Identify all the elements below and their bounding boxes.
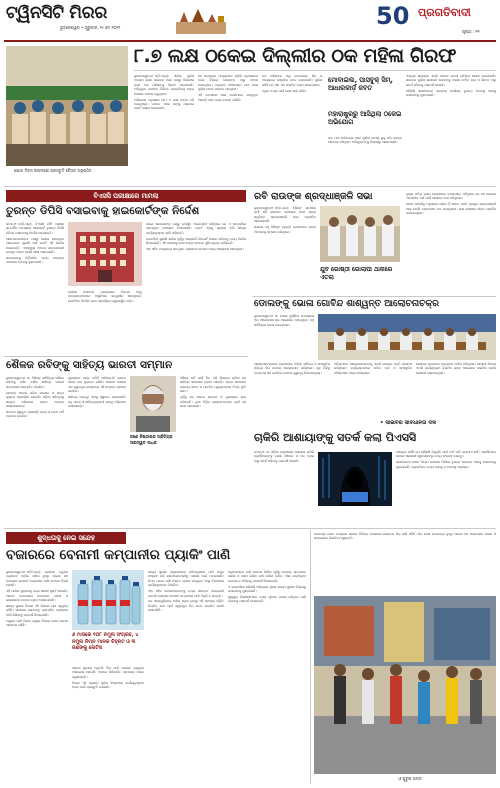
row-divider-2 — [252, 296, 496, 297]
sahitya-body-col-3: ଶୈଳଜ ରବି ଦୀର୍ଘ ଦିନ ଧରି ଶିକ୍ଷକତା କରିବା ସହ ସାହିତ୍ୟ ସାଧନାରେ ବ୍ରତୀ ଅଛନ୍ତି। ତାଙ୍କ ରଚନାରେ ଗ୍ରାମ୍ୟ ଜୀବନ ଓ ମାନବିକ ମୂଲ୍ୟବୋଧର ଚିତ୍ର ଫୁଟି ଉଠେ। ପୂର୍ବରୁ ସେ ଅନେକ ସମ୍ମାନ ଓ ପୁରସ୍କାର ଲାଭ କରିଛନ୍ତି। ନୂଆ ପିଢ଼ିର ଲେଖକମାନଙ୍କ ପାଇଁ ସେ ଜଣେ ପ୍ରେରଣା। — [180, 376, 246, 408]
col-divider-bottom — [310, 530, 311, 784]
hc-headline: ତୁରନ୍ତ ଡିପିସି ବସାଇବାକୁ ହାଇକୋର୍ଟଙ୍କ ନିର୍ଦ୍ଦେଶ — [6, 205, 200, 217]
dolo-body-col-1: ଭୁବନେଶ୍ୱର,୧୮।୫: ଡୋଲ ପୂର୍ଣ୍ଣିମା ଅବସରରେ ଏକ ଆଲୋଚନାଚକ୍ର ଆୟୋଜିତ ହୋଇଥିଲା। ବହୁ ସାହିତ୍ୟିକ ଯୋଗ ଦେଇଥିଲେ। — [254, 314, 314, 327]
water-kicker: ଶୁଦ୍ଧତାକୁ ନେଇ ସନ୍ଦେହ — [6, 532, 126, 544]
anniversary-number: 50 — [376, 2, 410, 30]
rabi-body-col-1: ଭୁବନେଶ୍ୱର,୧୮।୫(ନି.ପ୍ର): ବିଶିଷ୍ଟ ସାମାଜିକ କର୍ମୀ ରବି ରାଉଙ୍କ ପରଲୋକ ପରେ ତାଙ୍କ ସ୍ମୃତିରେ ଶ୍ରଦ୍ଧାଞ୍ଜଳି ସଭା ଅନୁଷ୍ଠିତ ହୋଇଯାଇଛି। ସଭାରେ ବହୁ ବିଶିଷ୍ଟ ବ୍ୟକ୍ତି ଯୋଗଦେଇ ତାଙ୍କ ଅବଦାନକୁ ସ୍ମରଣ କରିଥିଲେ। — [254, 206, 316, 234]
dolo-body-col-2: ଆଲୋଚନାଚକ୍ରରେ ବକ୍ତାମାନେ ଓଡ଼ିଆ ସାହିତ୍ୟ ଓ ସଂସ୍କୃତିର ବିଭିନ୍ନ ଦିଗ ଉପରେ ଆଲୋକପାତ କରିଥିଲେ। ଯୁବ ପିଢ଼ିକୁ ପରମ୍ପରା ସହ ଯୋଡ଼ିବା ଉପରେ ଗୁରୁତ୍ୱ ଦିଆଯାଇଥିଲା। — [254, 362, 330, 375]
sahitya-body-col-1: ଭୁବନେଶ୍ୱର,୧୮।୫: ବିଶିଷ୍ଟ ସାହିତ୍ୟିକ ଶୈଳଜ ରବିଙ୍କୁ ଚଳିତ ବର୍ଷର ସାହିତ୍ୟ ଭାରତୀ ସମ୍ମାନରେ ସମ୍ମାନିତ କରାଯିବ। ତାଙ୍କର ଅନେକ କବିତା ସଂକଳନ ଓ ଗଳ୍ପ ପୁସ୍ତକ ପ୍ରକାଶିତ ହୋଇଛି। ଓଡ଼ିଆ ସାହିତ୍ୟକୁ ସମୃଦ୍ଧ କରିବାରେ ତାଙ୍କ ଅବଦାନ ଉଲ୍ଲେଖନୀୟ। ସମ୍ମାନ ସ୍ୱରୂପ ପ୍ରଶସ୍ତି ପତ୍ର ଓ ନଗଦ ଅର୍ଥ ପ୍ରଦାନ କରାଯିବ। — [6, 376, 64, 419]
dolo-headline: ଡୋଲଙ୍କୁ ଭୋଳା ଗୋବିନ୍ଦ ଶାଶ୍ୱନ୍ତ ଆଲୋଚନାଚକ୍ର — [254, 299, 439, 309]
dolo-body-col-3: ଅତିଥିମାନେ ଆୟୋଜକମାନଙ୍କୁ ଏଭଳି ଉଦ୍ୟମ ପାଇଁ ପ୍ରଶଂସା କରିଥିଲେ। କାର୍ଯ୍ୟକ୍ରମରେ କବିତା ପାଠ ଓ ସାଂସ୍କୃତିକ ପରିବେଷଣ ମଧ୍ୟ ହୋଇଥିଲା। — [334, 362, 412, 375]
page-label: ପୃଷ୍ଠା : ୧୧ — [462, 29, 480, 34]
water-body-col-3: ଖାଦ୍ୟ ସୁରକ୍ଷା ଅଧିକାରୀଙ୍କ କହିବାନୁସାରେ ପାଣି ନମୁନା ସଂଗ୍ରହ କରି ଲାବୋରେଟୋରୀକୁ ପରୀକ୍ଷା ପାଇଁ ପଠାଯାଉଛି। ନିମ୍ନ ମାନର ପାଣି ଚିହ୍ନଟ ହେଲେ ସମ୍ପୃକ୍ତ ସଂସ୍ଥା ବିରୋଧରେ କାର୍ଯ୍ୟାନୁଷ୍ଠାନ ନିଆଯିବ। ଏହା ସହିତ ଦୋକାନୀମାନଙ୍କୁ ମଧ୍ୟ ସଚେତନ କରାଯାଉଛି ଯେପରି ସେମାନେ ବେନାମୀ କମ୍ପାନୀର ପାଣି ବିକ୍ରି ନ କରନ୍ତି। ବଡ଼ ସହରଗୁଡ଼ିକରେ ଚାହିଦା ଅଧିକ ଥିବାରୁ ଏହି ସମସ୍ୟା ବଢ଼ିଛି। ନିୟମିତ ଯାଞ୍ଚ ପାଇଁ ସ୍ୱତନ୍ତ୍ର ଟିମ୍ ଗଠନ କରାଯିବ ବୋଲି ଜଣାପଡ଼ିଛି। — [148, 570, 224, 613]
rabi-tribute-photo — [320, 206, 400, 262]
water-headline: ବଜାରରେ ବେନାମୀ କମ୍ପାନୀର ପ୍ୟାକିଂ ପାଣି — [6, 547, 231, 563]
water-callout: ୬ ମାସରେ ୧୦୮ ନମୁନା ସଂଗ୍ରହ, ୪ ନମୁନା ନିମ୍ନ ମାନର ଚିହ୍ନଟ ଓ ୩ ଜଣଙ୍କୁ ନୋଟିସ — [72, 632, 139, 652]
street-story-text: ପ୍ରଚଣ୍ଡ ଗରମ ମଧ୍ୟରେ ସହରର ବିଭିନ୍ନ ବଜାରରେ ଲୋକଙ୍କ ଭିଡ଼ ଲାଗି ରହିଛି। ଦିନ ବେଳା ତାପମାତ୍ରା ବୃଦ୍ଧି ପାଇବା ସହ ଲୋକମାନେ ସକାଳ ଓ ସନ୍ଧ୍ୟାରେ କିଣାବିକା କରୁଛନ୍ତି। — [314, 532, 496, 541]
skyline-illustration — [176, 8, 226, 34]
sahitya-headline: ଶୈଳଜ ରବିଙ୍କୁ ସାହିତ୍ୟ ଭାରତୀ ସମ୍ମାନ — [6, 359, 173, 371]
dolo-body-col-4: ଶେଷରେ ସମ୍ପାଦକ ଧନ୍ୟବାଦ ଅର୍ପଣ କରିଥିଲେ। ଆଗାମୀ ଦିନରେ ଏପରି କାର୍ଯ୍ୟକ୍ରମ ନିୟମିତ ଭାବେ ଆୟୋଜନ କରାଯିବ ବୋଲି ଘୋଷଣା କରାଯାଇଥିଲା। — [416, 362, 496, 375]
row-divider-1 — [4, 186, 496, 187]
dolo-seminar-photo — [318, 314, 496, 360]
hacker-photo — [318, 452, 392, 506]
masthead-date: ଭୁବନେଶ୍ୱର • ଗୁରୁବାର, ୧୯ ମେ ୨୦୨୨ — [60, 25, 121, 30]
lead-body-col-5: ଏକାଧିକ ରାଜ୍ୟରେ ଏପରି ଠକେଇ ଘଟଣା ଘଟିଥିବା ସନ୍ଦେହ କରାଯାଉଛି। ସାଇବର ପୁଲିସ ସାଧାରଣ ଲୋକଙ୍କୁ ଅଜଣା ଫୋନ କଲ୍ ଓ ଲିଙ୍କ ଠାରୁ ସତର୍କ ରହିବାକୁ ପରାମର୍ଶ ଦେଇଛି। କୌଣସି ସନ୍ଦେହଜନକ କାରବାର ଦେଖିଲେ ତୁରନ୍ତ ନିକଟସ୍ଥ ଥାନାକୁ ଜଣାଇବାକୁ କୁହାଯାଇଛି। — [406, 74, 496, 98]
cyber-body-col-1: କଟକ,୧୮।୫: ଓଡ଼ିଶା ଲୋକସେବା ଆୟୋଗ ଚାକିରି ପ୍ରାର୍ଥୀମାନଙ୍କୁ ନକଲି ବିଜ୍ଞାପନ ଓ ଠକ ଚକ୍ର ଠାରୁ ସତର୍କ ରହିବାକୁ ପରାମର୍ଶ ଦେଇଛି। — [254, 450, 314, 463]
sahitya-body-col-2: ପୁରସ୍କାର ଚୟନ କମିଟି ସର୍ବସମ୍ମତି କ୍ରମେ ତାଙ୍କ ନାମ ଚୂଡ଼ାନ୍ତ କରିଛି। ଆଗାମୀ ମାସରେ ଏକ ସ୍ୱତନ୍ତ୍ର ଉତ୍ସବରେ ଏହି ସମ୍ମାନ ପ୍ରଦାନ କରାଯିବ। ସାହିତ୍ୟ ଜଗତରୁ ଏହାକୁ ସ୍ୱାଗତ କରାଯାଇଛି। ବହୁ ପାଠକ ଓ ସାହିତ୍ୟପ୍ରେମୀ ତାଙ୍କୁ ଅଭିନନ୍ଦନ ଜଣାଇଛନ୍ତି। — [68, 376, 126, 408]
lead-sub-1: ମୋବାଇଲ, ପାସବୁକ୍ ସିମ୍, ଆଧାରକାର୍ଡ଼ ଜବତ — [328, 76, 393, 92]
lead-body-col-4: ଗତ ମାସ ଅଭିଯୋଗ ପରେ ପୁଲିସ ମାମଲା ରୁଜୁ କରି ତଦନ୍ତ ଆରମ୍ଭ କରିଥିଲା। ଅଭିଯୁକ୍ତଙ୍କୁ ଦିଲ୍ଲୀରୁ ଆଣାଯାଇଛି। — [328, 136, 402, 145]
water-body-col-4: ଗ୍ରାହକମାନେ ପାଣି ବୋତଲ କିଣିବା ପୂର୍ବରୁ ଲେବଲ, ଉତ୍ପାଦନ ତାରିଖ ଓ ଶେଷ ତାରିଖ ଯାଞ୍ଚ କରିବା ଉଚିତ। ସିଲ୍ ଭାଙ୍ଗିଥିବା ବୋତଲ ନ କିଣିବାକୁ ପରାମର୍ଶ ଦିଆଯାଇଛି। ଏ ସମ୍ପର୍କରେ କୌଣସି ଅଭିଯୋଗ ଥିଲେ ଖାଦ୍ୟ ସୁରକ୍ଷା ବିଭାଗକୁ ଜଣାଇବାକୁ କୁହାଯାଇଛି। ସ୍ୱାସ୍ଥ୍ୟ ବିଶେଷଜ୍ଞମାନେ ମଧ୍ୟ ଫୁଟାଇ ଥଣ୍ଡା କରିଥିବା ପାଣି ପିଇବାକୁ ପରାମର୍ଶ ଦେଇଛନ୍ତି। — [228, 570, 306, 604]
yoga-photo-caption: ଯୋଗ ଦିବସ ଉପଲକ୍ଷେ ପ୍ରସ୍ତୁତି ବୈଠକ ଅନୁଷ୍ଠିତ — [14, 168, 92, 173]
author-portrait — [130, 376, 176, 432]
hc-kicker: ବିଏସସି ପରୀକ୍ଷାରେ ମାମଲା — [6, 190, 246, 202]
lead-body-col-2: ସେ ଅନ୍ଲାଇନ୍ ମାଧ୍ୟମରେ ଚାକିରି ପ୍ରଲୋଭନ ଦେଇ ବିଭିନ୍ନ ଲୋକଙ୍କ ଠାରୁ ଟଙ୍କା ନେଉଥିଲେ। ବ୍ୟାଙ୍କ ଆକାଉଣ୍ଟ ଯାଞ୍ଚ ପରେ ପୁଲିସ ତାଙ୍କ ସନ୍ଧାନ ପାଇଥିଲା। ଏହି ଘଟଣାରେ ଆଉ କେଉଁମାନେ ସମ୍ପୃକ୍ତ ଅଛନ୍ତି ତାହା ମଧ୍ୟ ତଦନ୍ତ ଚାଲିଛି। — [198, 74, 258, 102]
hospital-building-photo — [68, 222, 142, 286]
cyber-headline: ଚାକିରି ଆଶାୟାଙ୍କୁ ସତର୍କ କଲା ପିଏସସି — [254, 431, 417, 444]
hc-body-col-3: ରାଜ୍ୟ ସରକାରଙ୍କ ପକ୍ଷରୁ ଉପସ୍ଥିତ ଆଇନଜୀବୀ କହିଥିଲେ ଯେ ଏ ସମ୍ପର୍କରେ ଆବଶ୍ୟକ ପଦକ୍ଷେପ ନିଆଯାଉଛି। କୋର୍ଟ ଏହାକୁ ଗ୍ରହଣ କରି ଶୀଘ୍ର କାର୍ଯ୍ୟାନୁଷ୍ଠାନ ଲାଗି କହିଛନ୍ତି। ପରବର୍ତ୍ତୀ ଶୁଣାଣି ତାରିଖ ପୂର୍ବରୁ ଅଗ୍ରଗତି ରିପୋର୍ଟ ଦାଖଲ କରିବାକୁ ମଧ୍ୟ ନିର୍ଦ୍ଦେଶ ଦିଆଯାଇଛି। ଏହି ମାମଲାକୁ ନେଇ ଛାତ୍ର ସଂଗଠନ ଖୁସି ବ୍ୟକ୍ତ କରିଛନ୍ତି। ଏହା ସହିତ ଅନ୍ୟାନ୍ୟ ସମ୍ପୃକ୍ତ ପ୍ରସଙ୍ଗ ଉପରେ ମଧ୍ୟ ଆଲୋଚନା ହୋଇଥିଲା। — [146, 222, 246, 252]
rabi-headline: ରବି ରାଉଙ୍କ ଶ୍ରଦ୍ଧାଞ୍ଜଳି ସଭା — [254, 191, 373, 202]
water-bottles-photo — [72, 570, 144, 630]
masthead-title: ଟ୍ୱିନସିଟି ମିରର — [6, 3, 107, 23]
anniversary-emblem — [372, 2, 418, 36]
water-body-col-2: ଅନେକ ସ୍ଥାନରେ ଅନୁମତି ବିନା ପାଣି ପ୍ଲାଣ୍ଟ ଚାଲୁଥିବା ଅଭିଯୋଗ ହୋଇଛି। ଏମାନେ ନିର୍ଦ୍ଧାରିତ ମାନଦଣ୍ଡ ପାଳନ କରୁନାହାନ୍ତି। ବିଭାଗ ଏହି ପ୍ଲାଣ୍ଟ ଗୁଡ଼ିକ ବିରୋଧରେ କାର୍ଯ୍ୟାନୁଷ୍ଠାନ ନେବା ପାଇଁ ପ୍ରସ୍ତୁତି ଚଳାଇଛି। — [72, 666, 144, 690]
lead-underline — [134, 70, 496, 71]
brand-logo: ପ୍ରଗତିବାଦୀ — [418, 6, 471, 19]
street-photo-caption: ଓ ପୁରୁଷ ପତ୍ର — [398, 776, 422, 781]
lead-body-col-1: ଭୁବନେଶ୍ୱର,୧୮।୫(ନି.ପ୍ର): ଓଡ଼ିଶା ପୁଲିସ ଅପରାଧ ଶାଖା ସାଇବର ଥାନା ପକ୍ଷରୁ ଦିଲ୍ଲୀର ଜଣେ ଠକ ମହିଳାଙ୍କୁ ଗିରଫ କରାଯାଇଛି। ଅଭିଯୁକ୍ତ ଜଣଙ୍କ ବିଭିନ୍ନ ବ୍ୟକ୍ତିଙ୍କୁ ଲୋଭ ଦେଖାଇ ଠକେଇ କରୁଥିଲେ। ଅଭିଯୋଗ ଅନୁସାରେ ସେ ୮.୭ ଲକ୍ଷ ଟଙ୍କା ଠକି ନେଇଥିଲେ। ତଦନ୍ତ ପରେ ତାଙ୍କୁ ଧରାଯାଇ କୋର୍ଟ ଚାଲାଣ କରାଯାଇଛି। — [134, 74, 194, 111]
rabi-sub: ଯୁବ ଗୋଷ୍ଠୀ ଗୋଲାପୀ ଥାନାରେ ଏତଲା — [320, 266, 393, 281]
lead-body-col-3: ଠକ ମହିଳାଙ୍କ ଠାରୁ ମୋବାଇଲ, ସିମ୍ ଓ ଅନ୍ୟାନ୍ୟ ଦସ୍ତାବିଜ ଜବତ କରାଯାଇଛି। ପୁଲିସ କହିଛି ଯେ ଏହା ଏକ ସଂଗଠିତ ଚକ୍ର ହୋଇପାରେ। ଅଧିକ ତଥ୍ୟ ପାଇଁ ଜେରା ଜାରି ରହିଛି। — [262, 74, 322, 93]
water-body-col-1: ଭୁବନେଶ୍ୱର,୧୮।୫(ନି.ପ୍ର): ଗ୍ରୀଷ୍ମ ଋତୁରେ ପ୍ୟାକେଟ ପାଣିର ଚାହିଦା ବୃଦ୍ଧି ପାଇବା ସହ ବଜାରରେ ବେନାମୀ କମ୍ପାନୀର ପାଣି ବୋତଲ ବିକ୍ରି ହେଉଛି। ଏହି ପାଣିର ଶୁଦ୍ଧତାକୁ ନେଇ ସନ୍ଦେହ ସୃଷ୍ଟି ହୋଇଛି। ଅନେକ ବୋତଲରେ ଉତ୍ପାଦନ ତାରିଖ ଓ ଲାଇସେନ୍ସ ନମ୍ବର ନଥିବା ଦେଖାଯାଉଛି। ଖାଦ୍ୟ ସୁରକ୍ଷା ବିଭାଗ ଏହି ଦିଗରେ ଯାଞ୍ଚ କରୁଥିବା କହିଛି। ସାଧାରଣ ଲୋକଙ୍କୁ ପ୍ରମାଣିତ ବ୍ରାଣ୍ଡର ପାଣି କିଣିବାକୁ ପରାମର୍ଶ ଦିଆଯାଇଛି। ଅଶୁଦ୍ଧ ପାଣି ପିଇବା ଦ୍ୱାରା ବିଭିନ୍ନ ରୋଗ ହେବାର ଆଶଙ୍କା ରହିଛି। — [6, 570, 68, 627]
cyber-body-col-2: ଆୟୋଗ କହିଛି ଯେ କୌଣସି ନିଯୁକ୍ତି ପାଇଁ ଅର୍ଥ ଦାବି କରାଯାଏ ନାହିଁ। ପ୍ରାର୍ଥୀମାନେ କେବଳ ସରକାରୀ ୱେବସାଇଟରୁ ତଥ୍ୟ ସଂଗ୍ରହ କରନ୍ତୁ। ସନ୍ଦେହଜନକ ଫୋନ କିମ୍ବା ମେସେଜ ମିଳିଲେ ତୁରନ୍ତ ସାଇବର ଥାନାକୁ ଜଣାଇବାକୁ କୁହାଯାଇଛି। ବ୍ୟକ୍ତିଗତ ତଥ୍ୟ କାହାକୁ ନ ଦେବାକୁ ଅନୁରୋଧ। — [396, 450, 496, 469]
row-divider-4 — [4, 528, 496, 529]
street-market-photo — [314, 596, 496, 774]
masthead — [0, 0, 500, 40]
sahitya-quote: ଜଣେ ନିଷ୍ଠାପର ସାହିତ୍ୟିକ ସାରସ୍ୱତ ସାଧକ — [130, 434, 173, 445]
row-divider-3 — [4, 356, 248, 357]
cyber-small-kicker: • ସାଇବର ସାବଧାନତା ଦଳ — [380, 420, 437, 426]
hc-body-col-1: କଟକ,୧୮।୫(ନି.ପ୍ର): ବିଏସସି ନର୍ସିଂ ପରୀକ୍ଷା ସମ୍ପର୍କିତ ମାମଲାରେ ହାଇକୋର୍ଟ ତୁରନ୍ତ ଡିପିସି ବୈଠକ ବସାଇବାକୁ ନିର୍ଦ୍ଦେଶ ଦେଇଛନ୍ତି। ଆବେଦନକାରୀଙ୍କ ପକ୍ଷରୁ ଦାଖଲ ହୋଇଥିବା ଆବେଦନର ଶୁଣାଣି କରି କୋର୍ଟ ଏହି ନିର୍ଦ୍ଦେଶ ଦେଇଛନ୍ତି। ଏହାଦ୍ୱାରା ଅନେକ ଛାତ୍ରଛାତ୍ରୀ ଉପକୃତ ହେବେ ବୋଲି ଆଶା କରାଯାଉଛି। ସରକାରଙ୍କୁ ନିର୍ଦ୍ଧାରିତ ସମୟ ମଧ୍ୟରେ ପଦକ୍ଷେପ ନେବାକୁ କୁହାଯାଇଛି। — [6, 222, 64, 265]
hc-body-col-2: ପରୀକ୍ଷା ଫଳାଫଳ ପ୍ରକାଶରେ ବିଳମ୍ବ ହେତୁ ଛାତ୍ରଛାତ୍ରୀମାନେ ଅସୁବିଧାର ସମ୍ମୁଖୀନ ହେଉଥିଲେ। କୋର୍ଟଙ୍କ ନିର୍ଦ୍ଦେଶ ପରେ ପ୍ରକ୍ରିୟା ତ୍ୱରାନ୍ୱିତ ହେବ। — [68, 290, 142, 303]
rabi-body-col-2: ମୁଖ୍ୟ ଅତିଥି ଭାବେ ଯୋଗଦେଇ ବକ୍ତାମାନେ କହିଥିଲେ ଯେ ସେ ସମାଜର ଅବହେଳିତ ବର୍ଗ ପାଇଁ ଆଜୀବନ କାମ କରିଥିଲେ। ତାଙ୍କ ଆଦର୍ଶକୁ ଅନୁସରଣ କରିବା ହିଁ ତାଙ୍କ ପ୍ରତି ପ୍ରକୃତ ଶ୍ରଦ୍ଧାଞ୍ଜଳି ହେବ ବୋଲି ବକ୍ତାମାନେ ମତ ଦେଇଥିଲେ। ସଭା ଶେଷରେ ନୀରବ ପ୍ରାର୍ଥନା କରାଯାଇଥିଲା। — [406, 192, 496, 216]
yoga-meeting-photo — [6, 46, 128, 166]
lead-sub-2: ମହାରାଷ୍ଟ୍ରରୁ ଆସିଥିଲା ଠକେଇ ଅଭିଯୋଗ — [328, 110, 402, 126]
masthead-divider — [4, 40, 496, 42]
lead-headline: ୮.୭ ଲକ୍ଷ ଠକେଇ ଦିଲ୍ଲୀର ଠକ ମହିଳା ଗିରଫ — [134, 45, 457, 67]
